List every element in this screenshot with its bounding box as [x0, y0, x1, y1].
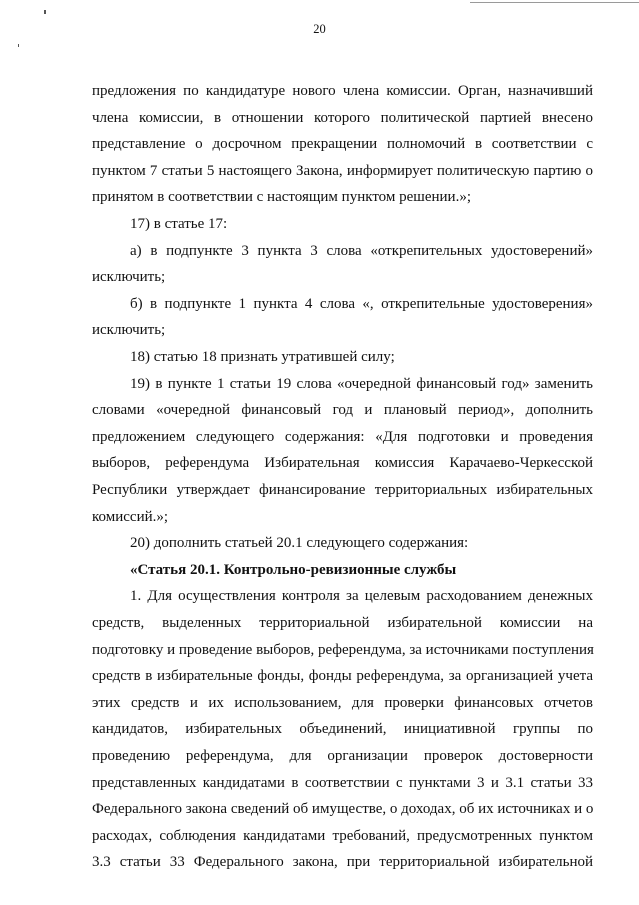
text-line: принятом в соответствии с настоящим пунктом решении.»;	[92, 189, 471, 206]
text-line: 3.3 статьи 33 Федерального закона, при территориальной избирательной	[92, 854, 593, 871]
text-line: б) в подпункте 1 пункта 4 слова «, открепительные удостоверения»	[130, 295, 593, 312]
text-line: средств в избирательные фонды, фонды референдума, за организацией учета	[92, 668, 593, 685]
text-line: Республики утверждает финансирование территориальных избирательных	[92, 482, 593, 498]
text-line: комиссий.»;	[92, 508, 169, 525]
text-line: выборов, референдума Избирательная комиссия Карачаево-Черкесской	[92, 455, 593, 472]
scan-edge-line	[470, 2, 639, 3]
text-line: кандидатов, избирательных объединений, инициативной группы по	[92, 721, 593, 738]
text-line: 20) дополнить статьей 20.1 следующего содержания:	[130, 535, 469, 552]
text-line: расходах, соблюдения кандидатами требований, предусмотренных пунктом	[92, 827, 593, 844]
text-line: этих средств и их использованием, для проверки финансовых отчетов	[92, 694, 593, 711]
text-line: 18) статью 18 признать утратившей силу;	[130, 349, 395, 365]
text-line: Федерального закона сведений об имуществе, о доходах, об их источниках и о	[92, 801, 594, 818]
text-line: словами «очередной финансовый год и плановый период», дополнить	[92, 402, 593, 419]
text-line: 1. Для осуществления контроля за целевым расходованием денежных	[130, 588, 593, 605]
text-line: проведению референдума, для организации проверок достоверности	[92, 748, 593, 764]
text-line: а) в подпункте 3 пункта 3 слова «открепительных удостоверений»	[130, 242, 593, 259]
text-line: члена комиссии, в отношении которого политической партией внесено	[92, 109, 593, 126]
text-line: 17) в статье 17:	[130, 216, 228, 232]
text-line: предложением следующего содержания: «Для подготовки и проведения	[92, 428, 593, 445]
text-line: предложения по кандидатуре нового члена комиссии. Орган, назначивший	[92, 83, 593, 99]
text-line: 19) в пункте 1 статьи 19 слова «очередной финансовый год» заменить	[130, 375, 593, 392]
scan-speck	[18, 44, 19, 47]
text-line: пунктом 7 статьи 5 настоящего Закона, информирует политическую партию о	[92, 162, 593, 179]
section-heading: «Статья 20.1. Контрольно-ревизионные службы	[130, 561, 457, 578]
text-line: представленных кандидатами в соответствии с пунктами 3 и 3.1 статьи 33	[92, 774, 593, 791]
text-line: исключить;	[92, 269, 166, 286]
text-line: подготовку и проведение выборов, референдума, за источниками поступления	[92, 641, 594, 658]
page-number: 20	[313, 22, 326, 36]
text-line: исключить;	[92, 322, 166, 339]
text-line: представление о досрочном прекращении полномочий в соответствии с	[92, 136, 593, 153]
scan-speck	[44, 10, 46, 14]
text-line: средств, выделенных территориальной избирательной комиссии на	[92, 615, 593, 631]
